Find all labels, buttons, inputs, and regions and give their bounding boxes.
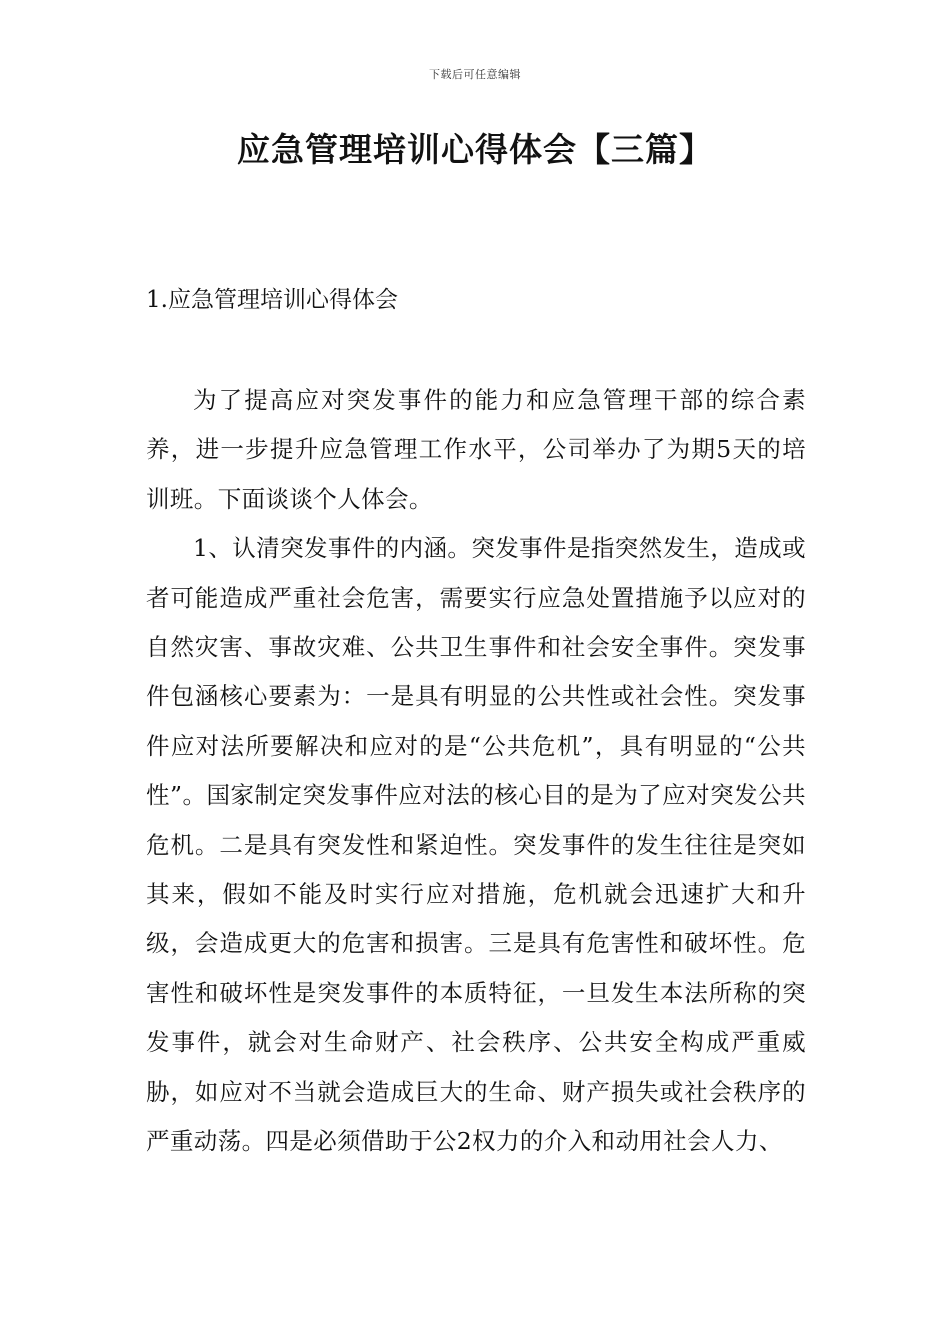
paragraph-intro: 为了提高应对突发事件的能力和应急管理干部的综合素养，进一步提升应急管理工作水平，公司举办了为期5天的培训班。下面谈谈个人体会。 xyxy=(146,386,806,513)
header-note: 下载后可任意编辑 xyxy=(429,68,521,81)
section-heading: 1.应急管理培训心得体会 xyxy=(146,287,398,313)
body-text xyxy=(146,376,806,1167)
paragraph-point-1: 1、认清突发事件的内涵。突发事件是指突然发生，造成或者可能造成严重社会危害，需要实行应急处置措施予以应对的自然灾害、事故灾难、公共卫生事件和社会安全事件。突发事件包涵核心要素为：一是具有明显的公共性或社会性。突发事件应对法所要解决和应对的是“公共危机”，具有明显的“公共性”。国家制定突发事件应对法的核心目的是为了应对突发公共危机。二是具有突发性和紧迫性。突发事件的发生往往是突如其来，假如不能及时实行应对措施，危机就会迅速扩大和升级，会造成更大的危害和损害。三是具有危害性和破坏性。危害性和破坏性是突发事件的本质特征，一旦发生本法所称的突发事件，就会对生命财产、社会秩序、公共安全构成严重威胁，如应对不当就会造成巨大的生命、财产损失或社会秩序的严重动荡。四是必须借助于公2权力的介入和动用社会人力、 xyxy=(146,534,806,1156)
document-title: 应急管理培训心得体会【三篇】 xyxy=(237,130,713,169)
